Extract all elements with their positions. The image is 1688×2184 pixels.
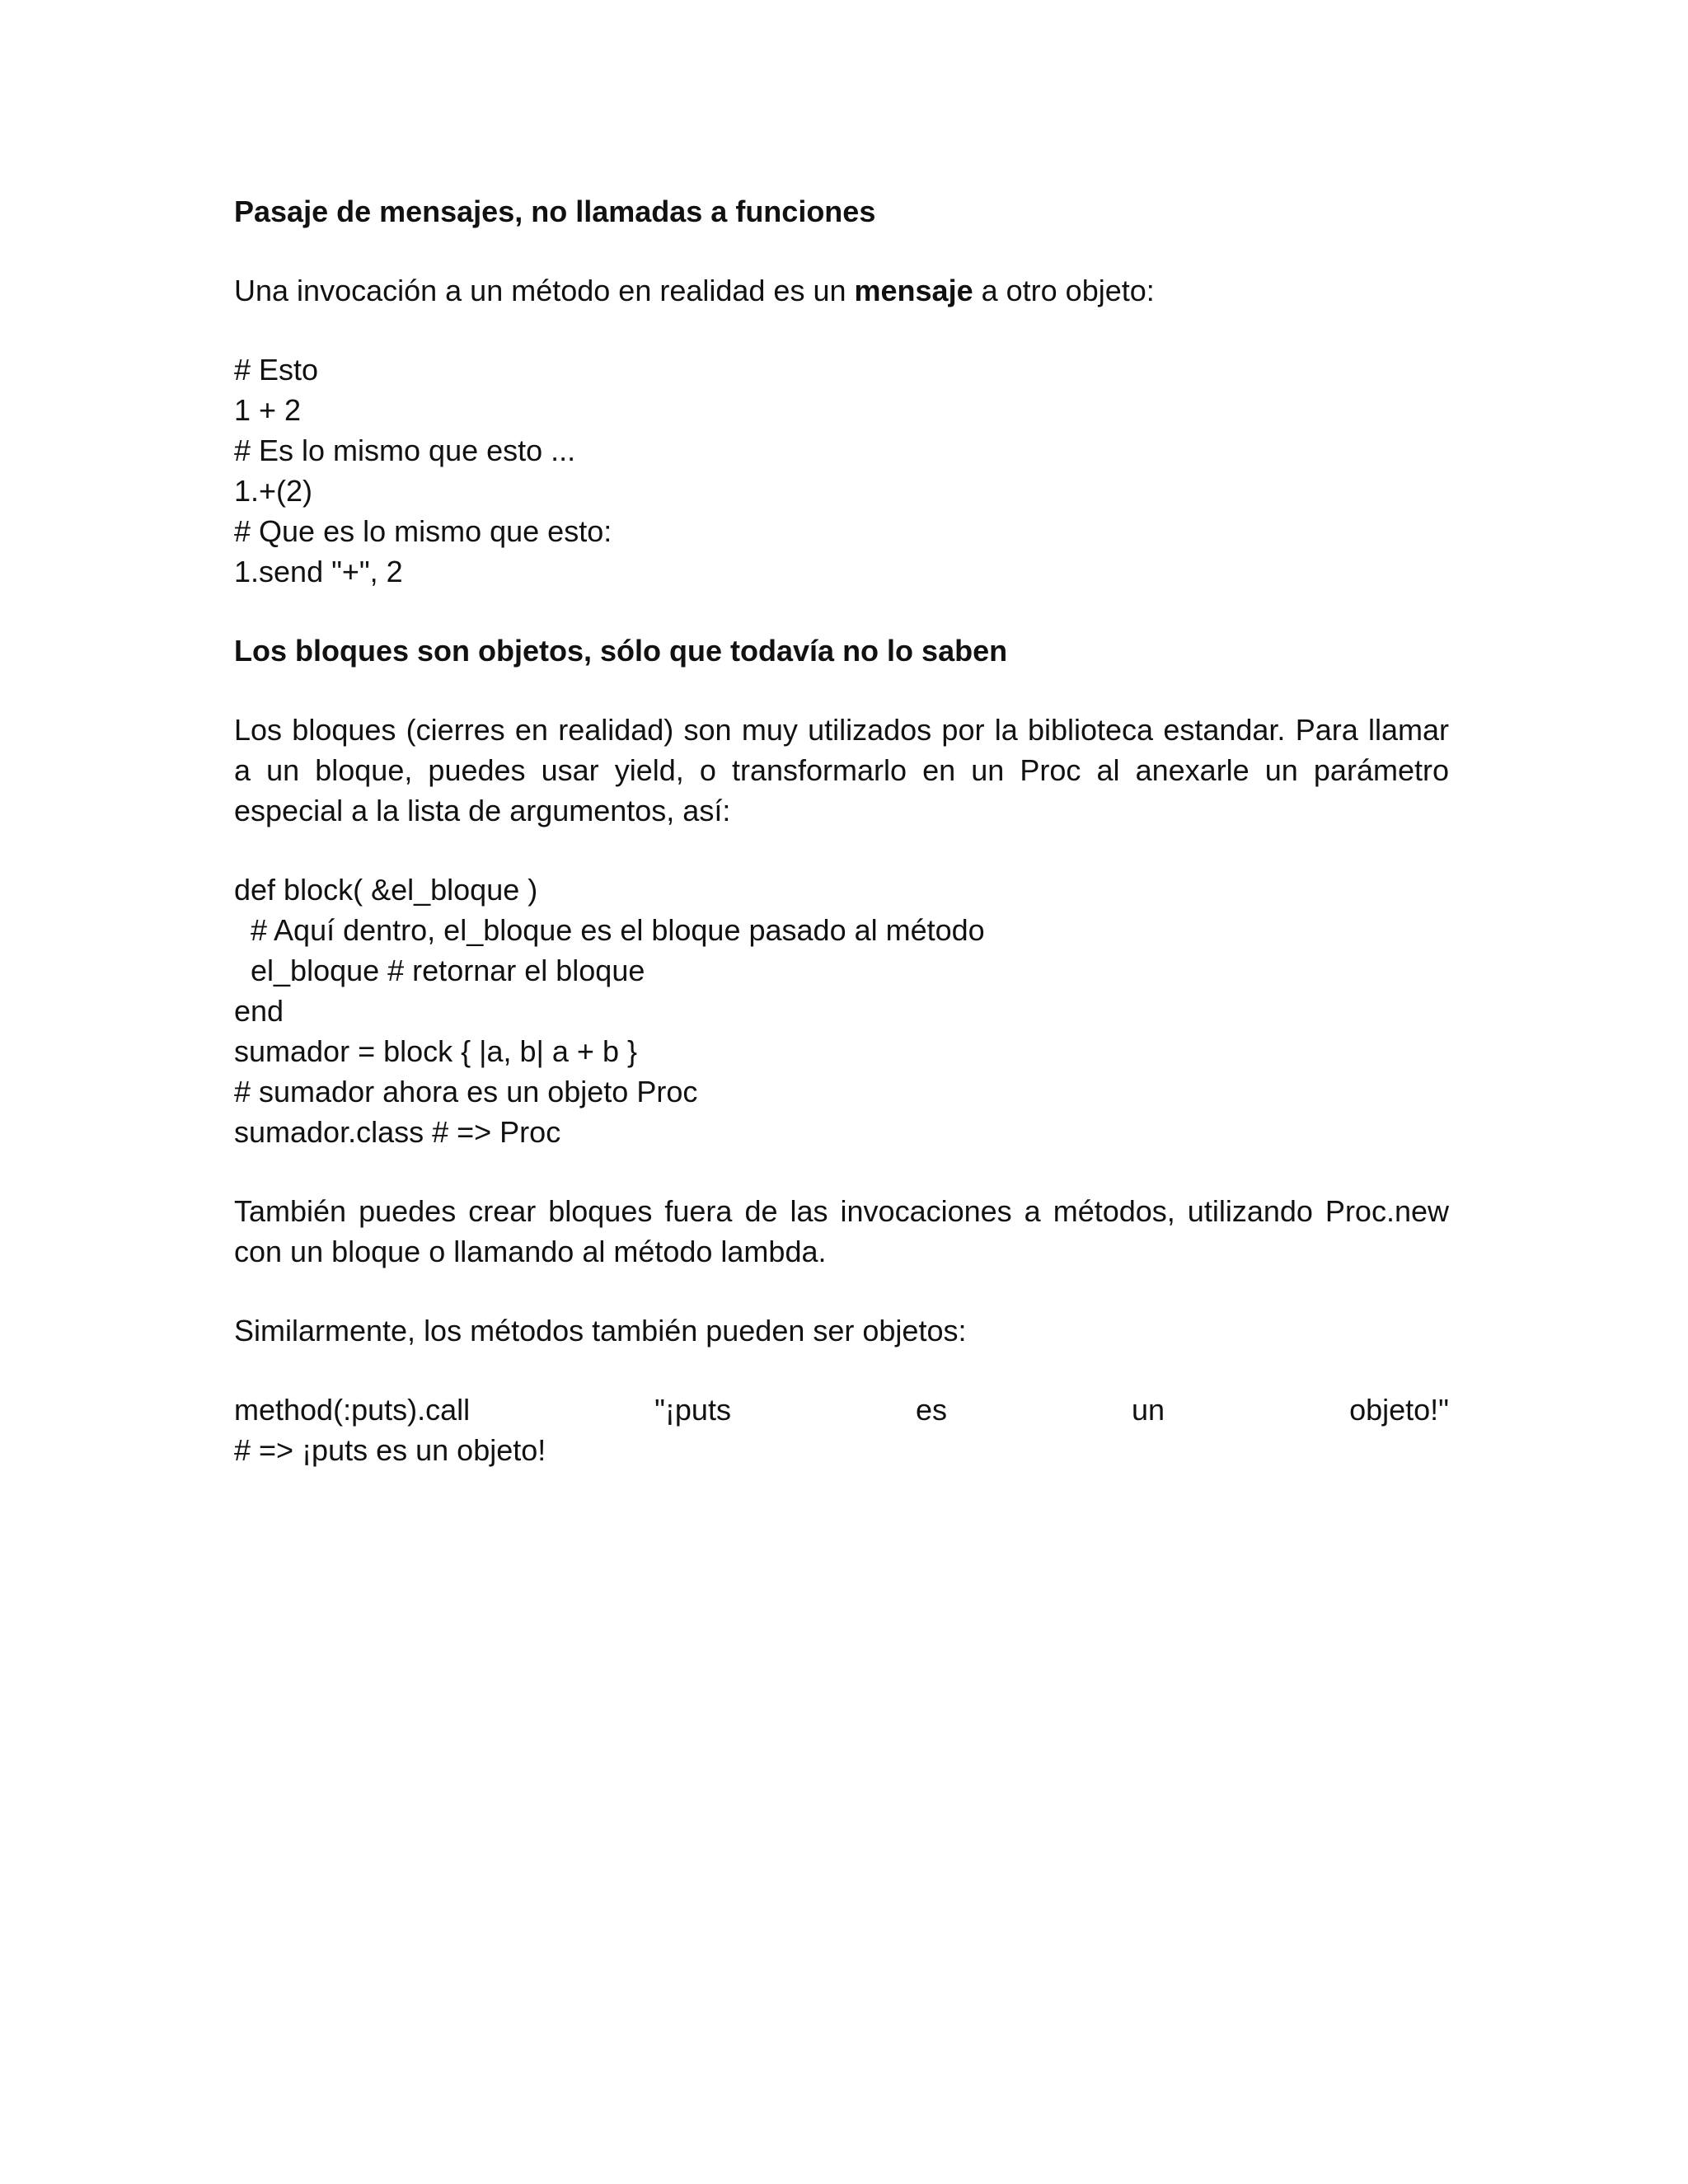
- method-call-word: un: [1132, 1393, 1165, 1427]
- code-line: sumador.class # => Proc: [234, 1115, 561, 1149]
- code-line: 1.send "+", 2: [234, 555, 403, 588]
- intro-text-before: Una invocación a un método en realidad es un: [234, 274, 855, 307]
- method-call-word: "¡puts: [654, 1393, 731, 1427]
- code-line: sumador = block { |a, b| a + b }: [234, 1034, 638, 1068]
- intro-paragraph: [234, 270, 1449, 311]
- code-line: # Esto: [234, 353, 319, 387]
- code-line: end: [234, 994, 284, 1028]
- code-block-blocks: [234, 869, 1449, 1152]
- spacer: [234, 831, 1449, 869]
- section-heading-blocks: Los bloques son objetos, sólo que todavía no lo saben: [234, 634, 1008, 668]
- spacer: [234, 592, 1449, 630]
- spacer: [234, 232, 1449, 270]
- intro-text-after: a otro objeto:: [973, 274, 1155, 307]
- blocks-paragraph: Los bloques (cierres en realidad) son muy utilizados por la biblioteca estandar. Para llamar a un bloque, puedes usar yield, o transformarlo en un Proc al anexarle un parámetro especial a la lista de argumentos, así:: [234, 713, 1449, 827]
- method-call-line: [234, 1390, 1449, 1430]
- method-call-word: objeto!": [1349, 1393, 1449, 1427]
- code-line: 1.+(2): [234, 474, 313, 508]
- code-line: # Es lo mismo que esto ...: [234, 434, 576, 467]
- method-call-word: es: [915, 1393, 947, 1427]
- spacer: [234, 1152, 1449, 1191]
- spacer: [234, 671, 1449, 710]
- code-line: # Que es lo mismo que esto:: [234, 514, 612, 548]
- spacer: [234, 311, 1449, 349]
- document-body: [234, 191, 1449, 1470]
- methods-objects-paragraph: Similarmente, los métodos también pueden ser objetos:: [234, 1314, 967, 1347]
- code-line: # Aquí dentro, el_bloque es el bloque pasado al método: [234, 913, 985, 947]
- proc-new-paragraph: También puedes crear bloques fuera de las invocaciones a métodos, utilizando Proc.new con un bloque o llamando al método lambda.: [234, 1194, 1449, 1268]
- code-line: 1 + 2: [234, 393, 302, 427]
- spacer: [234, 1351, 1449, 1390]
- code-line: # sumador ahora es un objeto Proc: [234, 1075, 698, 1108]
- code-line: el_bloque # retornar el bloque: [234, 954, 645, 987]
- code-line: def block( &el_bloque ): [234, 873, 538, 907]
- method-call-result: # => ¡puts es un objeto!: [234, 1433, 546, 1467]
- section-heading-messages: Pasaje de mensajes, no llamadas a funciones: [234, 194, 876, 228]
- code-block-messages: [234, 349, 1449, 592]
- method-call-word: method(:puts).call: [234, 1393, 471, 1427]
- intro-bold-word: mensaje: [854, 274, 973, 307]
- spacer: [234, 1272, 1449, 1310]
